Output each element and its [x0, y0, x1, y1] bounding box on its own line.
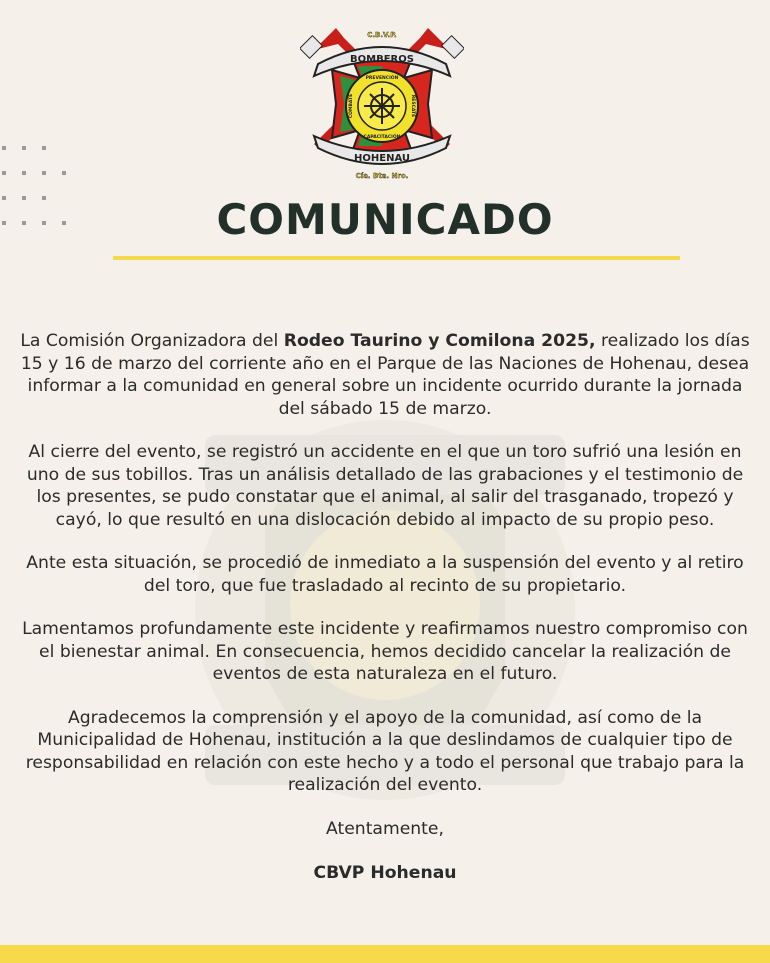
logo-top-text: C.B.V.P. — [367, 31, 397, 39]
logo-ring-left-text: COMBATE — [349, 93, 354, 119]
paragraph-1 — [20, 330, 750, 420]
logo-banner-bottom-text: HOHENAU — [354, 153, 410, 164]
bottom-accent-bar — [0, 945, 770, 963]
logo-ring-right-text: RESCATE — [410, 94, 415, 118]
paragraph-3: Ante esta situación, se procedió de inmediato a la suspensión del evento y al retiro del toro, que fue trasladado al recinto de su propietario. — [26, 553, 744, 596]
paragraph-5: Agradecemos la comprensión y el apoyo de la comunidad, así como de la Municipalidad de Hohenau, institución a la que deslindamos de cualquier tipo de responsabilidad en relación con este hecho y a todo el personal que trabajo para la realización del evento. — [25, 707, 745, 795]
paragraph-1-rest: realizado los días 15 y 16 de marzo del corriente año en el Parque de las Naciones de Hohenau, desea informar a la comunidad en general sobre un incidente ocurrido durante la jornada del sábado 15 de marzo. — [20, 331, 750, 419]
signature: CBVP Hohenau — [313, 863, 457, 883]
closing-text: Atentamente, — [326, 818, 444, 839]
paragraph-4: Lamentamos profundamente este incidente y reafirmamos nuestro compromiso con el bienestar animal. En consecuencia, hemos decidido cancelar la realización de eventos de esta naturaleza en el futuro. — [22, 619, 748, 684]
communique-body — [20, 330, 750, 906]
logo-ring-bottom-text: CAPACITACIÓN — [363, 135, 401, 140]
title-underline — [113, 256, 680, 260]
logo-banner-top-text: BOMBEROS — [350, 54, 414, 65]
paragraph-1-intro: La Comisión Organizadora del — [20, 331, 284, 351]
page-title: COMUNICADO — [216, 195, 554, 244]
event-name: Rodeo Taurino y Comilona 2025, — [283, 331, 596, 351]
logo-ring-top-text: PREVENCIÓN — [365, 76, 399, 81]
paragraph-2: Al cierre del evento, se registró un accidente en el que un toro sufrió una lesión en uno de sus tobillos. Tras un análisis detallado de las grabaciones y el testimonio de los presentes, se pudo constatar que el animal, al salir del trasganado, tropezó y cayó, lo que resultó en una dislocación debido al impacto de su propio peso. — [26, 442, 744, 530]
logo-bottom-text: Cía. Bta. Nro. — [355, 172, 409, 180]
cbvp-bomberos-logo — [300, 24, 464, 186]
